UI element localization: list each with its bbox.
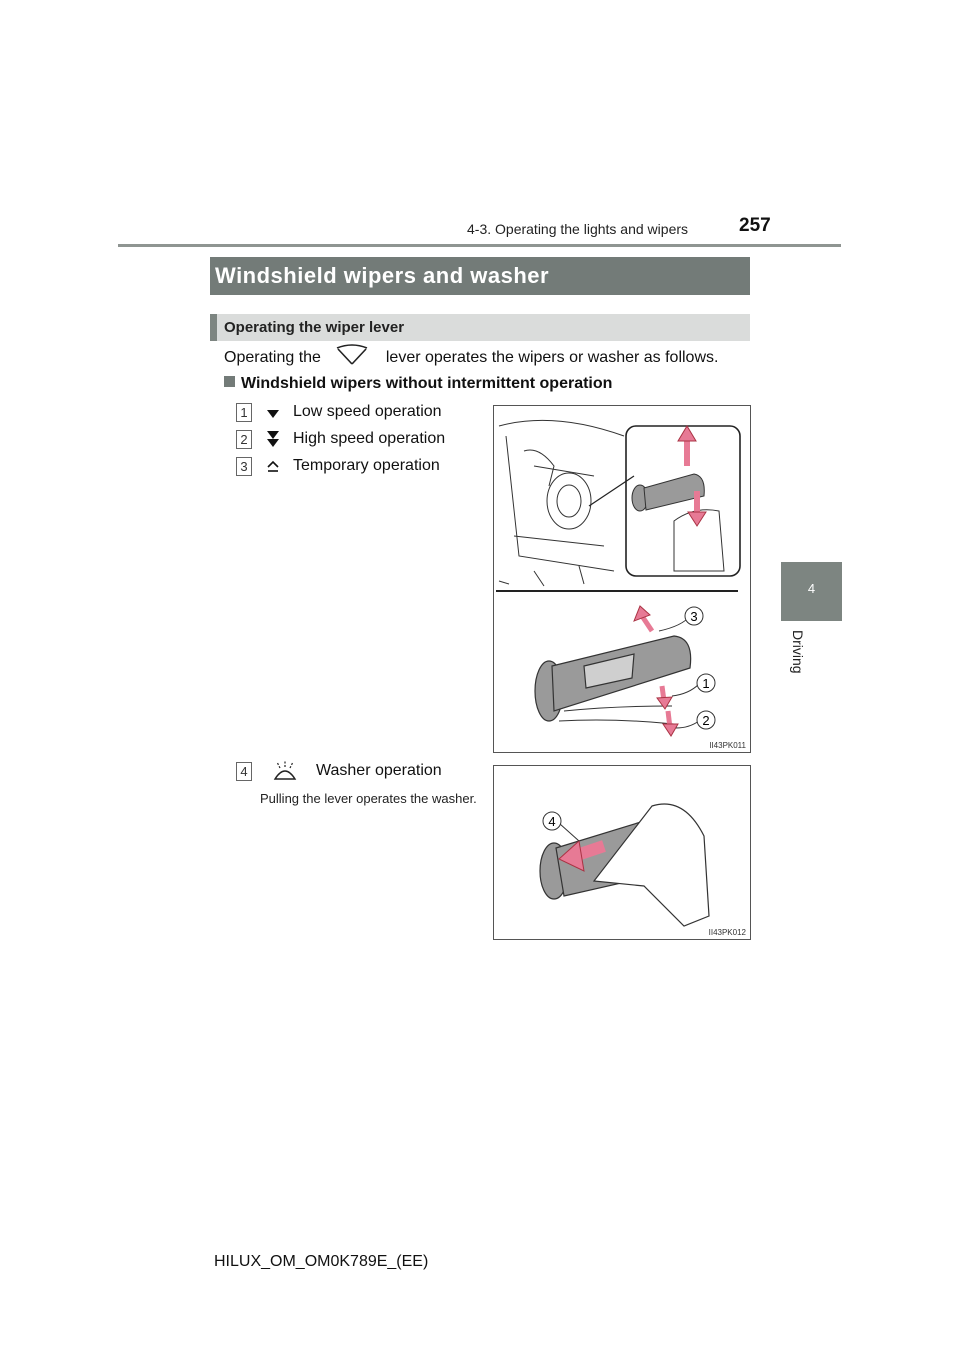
washer-illustration [494,766,750,939]
chapter-tab-label: Driving [790,630,806,674]
wiper-lever-figure [493,405,751,753]
item-number-4: 4 [236,762,252,781]
section-reference: 4-3. Operating the lights and wipers [467,221,689,237]
callout-3: 3 [690,609,698,624]
callout-2: 2 [702,713,710,728]
washer-icon [272,759,298,781]
figure-code-1: II43PK011 [709,741,746,750]
callout-1: 1 [702,676,710,691]
subheading-accent [210,314,217,341]
wiper-lever-illustration [494,406,750,752]
header-rule [118,244,841,247]
subheading: Operating the wiper lever [224,319,405,336]
double-down-arrow-icon [266,429,280,449]
item-number-1: 1 [236,403,252,422]
washer-figure [493,765,751,940]
bullet-square-icon [224,376,235,387]
item-label-4: Washer operation [316,762,442,779]
figure-code-2: II43PK012 [708,928,746,937]
item-number-3: 3 [236,457,252,476]
page-number: 257 [739,215,771,236]
intro-after: lever operates the wipers or washer as follows. [385,349,719,366]
intro-text [224,348,718,367]
footer-code: HILUX_OM_OM0K789E_(EE) [214,1253,429,1270]
intro-before: Operating the [224,349,321,366]
single-down-arrow-icon [266,406,280,420]
item-label-3: Temporary operation [293,457,440,474]
callout-4: 4 [548,814,556,829]
bullet-heading-text: Windshield wipers without intermittent operation [241,375,613,392]
page-title: Windshield wipers and washer [215,263,550,288]
item-label-1: Low speed operation [293,403,442,420]
chapter-tab-number: 4 [807,581,816,596]
washer-description: Pulling the lever operates the washer. [260,791,477,806]
item-label-2: High speed operation [293,430,446,447]
up-chevron-icon [266,459,280,473]
item-number-2: 2 [236,430,252,449]
bullet-heading [224,375,612,393]
wiper-icon [335,344,369,366]
